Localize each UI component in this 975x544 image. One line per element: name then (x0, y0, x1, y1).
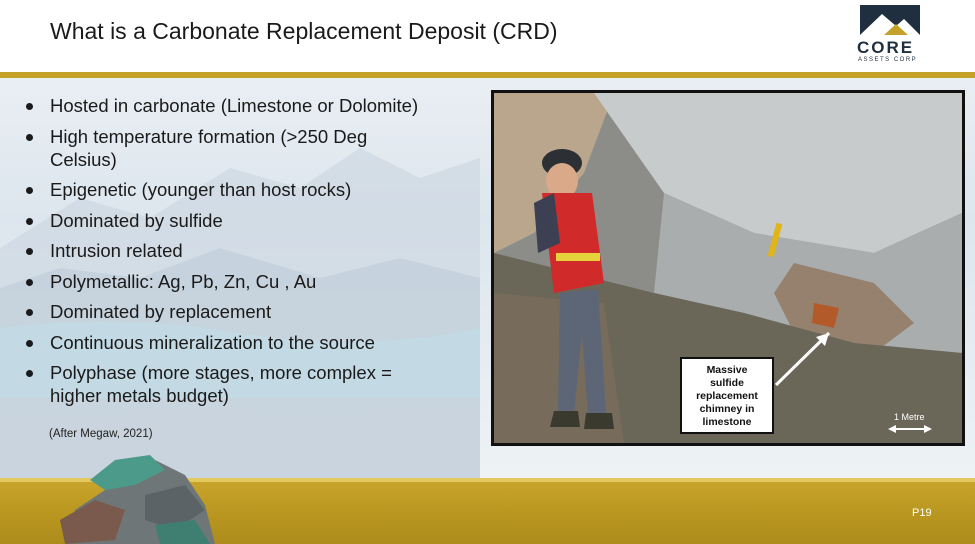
scale-label: 1 Metre (894, 412, 925, 422)
bullet-dot-icon (26, 279, 33, 286)
bullet-item: High temperature formation (>250 Deg Celsius) (22, 125, 482, 171)
bullet-item: Epigenetic (younger than host rocks) (22, 178, 482, 201)
slide-title: What is a Carbonate Replacement Deposit (CRD) (50, 18, 558, 44)
bullet-item: Polymetallic: Ag, Pb, Zn, Cu , Au (22, 270, 482, 293)
bullet-item: Dominated by replacement (22, 300, 482, 323)
logo-subtitle: ASSETS CORP (858, 57, 918, 63)
bullet-dot-icon (26, 187, 33, 194)
bullet-item: Intrusion related (22, 239, 482, 262)
bullet-dot-icon (26, 134, 33, 141)
callout-box: Massive sulfide replacement chimney in limestone (680, 357, 774, 434)
header (0, 0, 975, 72)
rock-sample-image (55, 450, 220, 544)
bullet-dot-icon (26, 103, 33, 110)
bullet-item: Dominated by sulfide (22, 209, 482, 232)
bullet-item: Polyphase (more stages, more complex = higher metals budget) (22, 361, 482, 407)
bullet-item: Continuous mineralization to the source (22, 331, 482, 354)
logo-wordmark: CORE (857, 38, 915, 57)
bullet-list (22, 94, 482, 415)
bullet-dot-icon (26, 370, 33, 377)
bullet-item: Hosted in carbonate (Limestone or Dolomite) (22, 94, 482, 117)
company-logo (850, 4, 930, 66)
bullet-dot-icon (26, 309, 33, 316)
bullet-dot-icon (26, 340, 33, 347)
bullet-dot-icon (26, 248, 33, 255)
page-number: P19 (912, 507, 932, 519)
header-divider (0, 72, 975, 78)
logo-mark-icon (850, 4, 930, 38)
bullet-dot-icon (26, 218, 33, 225)
citation: (After Megaw, 2021) (49, 428, 153, 440)
